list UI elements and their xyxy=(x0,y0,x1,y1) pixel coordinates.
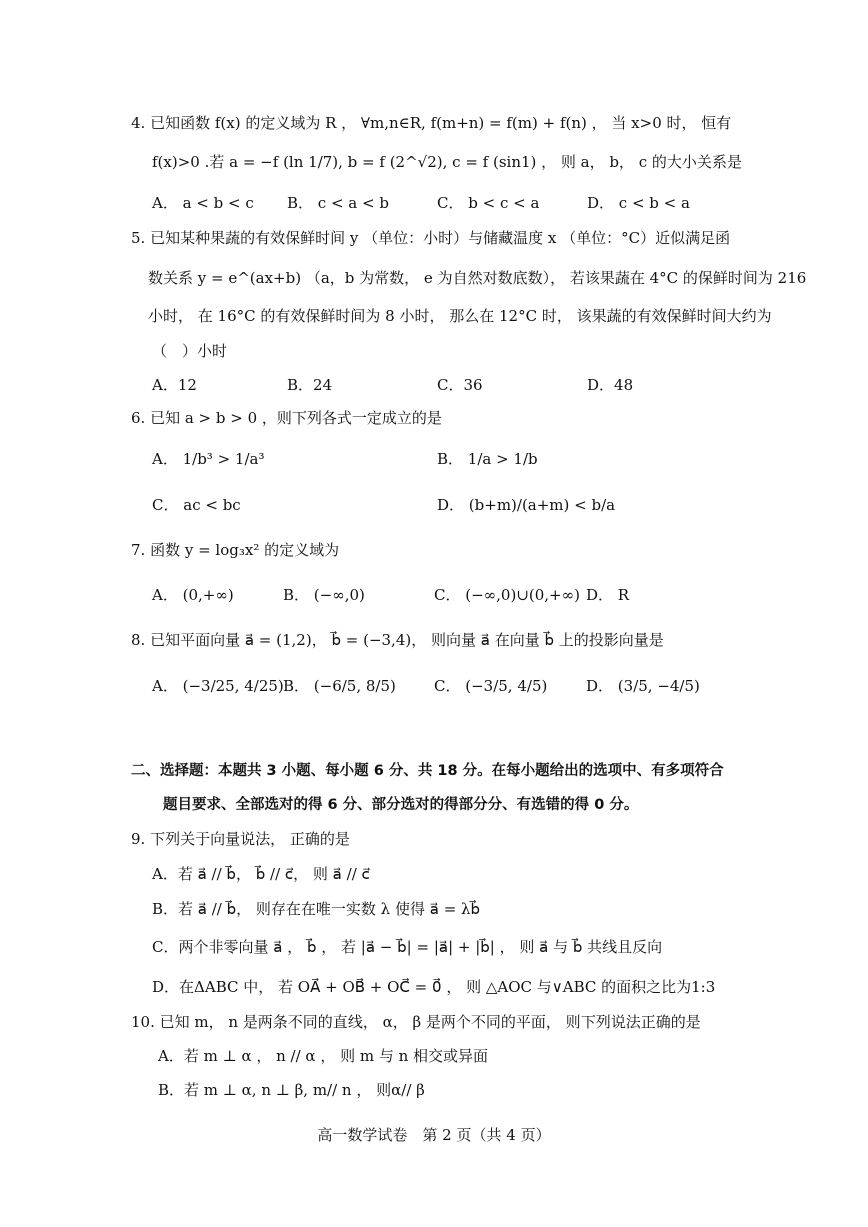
q5-option-b: B．24 xyxy=(287,376,333,394)
q4-line1: 4. 已知函数 f(x) 的定义域为 R ， ∀m,n∈R, f(m+n) = f(m) + f(n) ， 当 x>0 时， 恒有 xyxy=(131,114,732,132)
q7-line1: 7. 函数 y = log₃x² 的定义域为 xyxy=(131,541,340,559)
q9-option-c: C．两个非零向量 a⃗ ， b⃗ ， 若 |a⃗ − b⃗| = |a⃗| + |b⃗| ， 则 a⃗ 与 b⃗ 共线且反向 xyxy=(152,938,663,956)
q6-option-d: D． (b+m)/(a+m) < b/a xyxy=(437,496,616,514)
q5-option-a: A．12 xyxy=(152,376,197,394)
q4-option-b: B． c < a < b xyxy=(287,194,389,212)
q8-option-b: B． (−6/5, 8/5) xyxy=(283,677,396,695)
section2-heading: 二、选择题：本题共 3 小题、每小题 6 分、共 18 分。在每小题给出的选项中、有多项符合 xyxy=(131,763,724,779)
q8-option-a: A． (−3/25, 4/25) xyxy=(152,677,284,695)
q6-line1: 6. 已知 a > b > 0 ，则下列各式一定成立的是 xyxy=(131,409,442,427)
q8-option-c: C． (−3/5, 4/5) xyxy=(434,677,548,695)
q10-option-a: A．若 m ⊥ α ， n // α ， 则 m 与 n 相交或异面 xyxy=(158,1047,489,1065)
q6-option-a: A． 1/b³ > 1/a³ xyxy=(152,450,265,468)
q4-option-c: C． b < c < a xyxy=(437,194,540,212)
q5-option-c: C．36 xyxy=(437,376,483,394)
q8-option-d: D． (3/5, −4/5) xyxy=(586,677,700,695)
section2-heading-cont: 题目要求、全部选对的得 6 分、部分选对的得部分分、有选错的得 0 分。 xyxy=(163,797,639,813)
q5-line3: 小时， 在 16°C 的有效保鲜时间为 8 小时， 那么在 12°C 时， 该果蔬的有效保鲜时间大约为 xyxy=(148,307,772,325)
q6-option-c: C． ac < bc xyxy=(152,496,241,514)
q10-line1: 10. 已知 m， n 是两条不同的直线， α， β 是两个不同的平面， 则下列说法正确的是 xyxy=(131,1013,701,1031)
q7-option-d: D． R xyxy=(586,586,630,604)
q9-option-b: B．若 a⃗ // b⃗， 则存在在唯一实数 λ 使得 a⃗ = λb⃗ xyxy=(152,900,481,918)
q4-option-a: A． a < b < c xyxy=(152,194,254,212)
q7-option-c: C． (−∞,0)∪(0,+∞) xyxy=(434,586,580,604)
q10-option-b: B．若 m ⊥ α, n ⊥ β, m// n ， 则α// β xyxy=(158,1081,425,1099)
page-footer: 高一数学试卷 第 2 页（共 4 页） xyxy=(317,1126,551,1144)
q5-line1: 5. 已知某种果蔬的有效保鲜时间 y （单位：小时）与储藏温度 x （单位：°C）近似满足函 xyxy=(131,229,731,247)
q7-option-b: B． (−∞,0) xyxy=(283,586,365,604)
q5-line4: （ ）小时 xyxy=(152,342,228,360)
q5-option-d: D．48 xyxy=(587,376,634,394)
q7-option-a: A． (0,+∞) xyxy=(152,586,234,604)
q9-line1: 9. 下列关于向量说法， 正确的是 xyxy=(131,830,350,848)
q9-option-a: A．若 a⃗ // b⃗， b⃗ // c⃗， 则 a⃗ // c⃗ xyxy=(152,865,370,883)
q6-option-b: B． 1/a > 1/b xyxy=(437,450,538,468)
q9-option-d: D．在ΔABC 中， 若 OA⃗ + OB⃗ + OC⃗ = 0⃗ ， 则 △AOC 与∨ABC 的面积之比为1:3 xyxy=(152,978,716,996)
q8-line1: 8. 已知平面向量 a⃗ = (1,2)， b⃗ = (−3,4)， 则向量 a⃗ 在向量 b⃗ 上的投影向量是 xyxy=(131,631,664,649)
q5-line2: 数关系 y = e^(ax+b) （a，b 为常数， e 为自然对数底数）， 若该果蔬在 4°C 的保鲜时间为 216 xyxy=(148,269,807,287)
q4-line2: f(x)>0 .若 a = −f (ln 1/7), b = f (2^√2), c = f (sin1) ， 则 a， b， c 的大小关系是 xyxy=(152,153,742,171)
q4-option-d: D． c < b < a xyxy=(587,194,690,212)
